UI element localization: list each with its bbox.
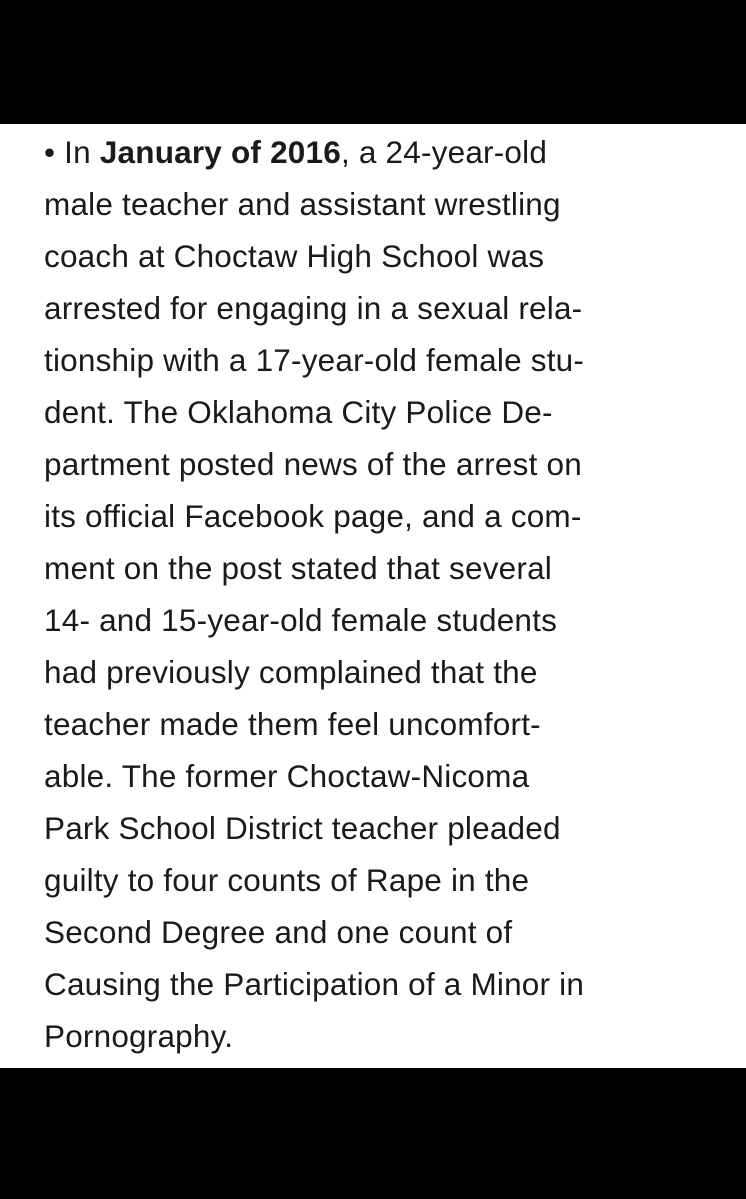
- text-line-12: teacher made them feel uncomfort-: [44, 706, 541, 742]
- text-line-4: arrested for engaging in a sexual rela-: [44, 290, 583, 326]
- text-line-11: had previously complained that the: [44, 654, 538, 690]
- text-line-2: male teacher and assistant wrestling: [44, 186, 561, 222]
- bullet-glyph: •: [44, 134, 56, 170]
- line-1-rest: , a 24-year-old: [340, 134, 548, 170]
- text-line-8: its official Facebook page, and a com-: [44, 498, 582, 534]
- text-line-7: partment posted news of the arrest on: [44, 446, 582, 482]
- text-line-5: tionship with a 17-year-old female stu-: [44, 342, 585, 378]
- document-page: [0, 124, 746, 1068]
- text-line-9: ment on the post stated that several: [44, 550, 553, 586]
- text-line-14: Park School District teacher pleaded: [44, 810, 561, 846]
- text-line-6: dent. The Oklahoma City Police De-: [44, 394, 553, 430]
- text-line-13: able. The former Choctaw-Nicoma: [44, 758, 530, 794]
- text-line-18: Pornography.: [44, 1018, 234, 1054]
- bullet-paragraph: [44, 126, 734, 1062]
- date-emphasis: January of 2016: [99, 134, 341, 170]
- text-line-15: guilty to four counts of Rape in the: [44, 862, 530, 898]
- text-line-1: [44, 126, 734, 178]
- text-line-3: coach at Choctaw High School was: [44, 238, 545, 274]
- top-black-bar: [0, 0, 746, 124]
- text-line-17: Causing the Participation of a Minor in: [44, 966, 585, 1002]
- text-line-16: Second Degree and one count of: [44, 914, 513, 950]
- intro-text: In: [55, 134, 100, 170]
- bottom-black-bar: [0, 1068, 746, 1199]
- text-line-10: 14- and 15-year-old female students: [44, 602, 558, 638]
